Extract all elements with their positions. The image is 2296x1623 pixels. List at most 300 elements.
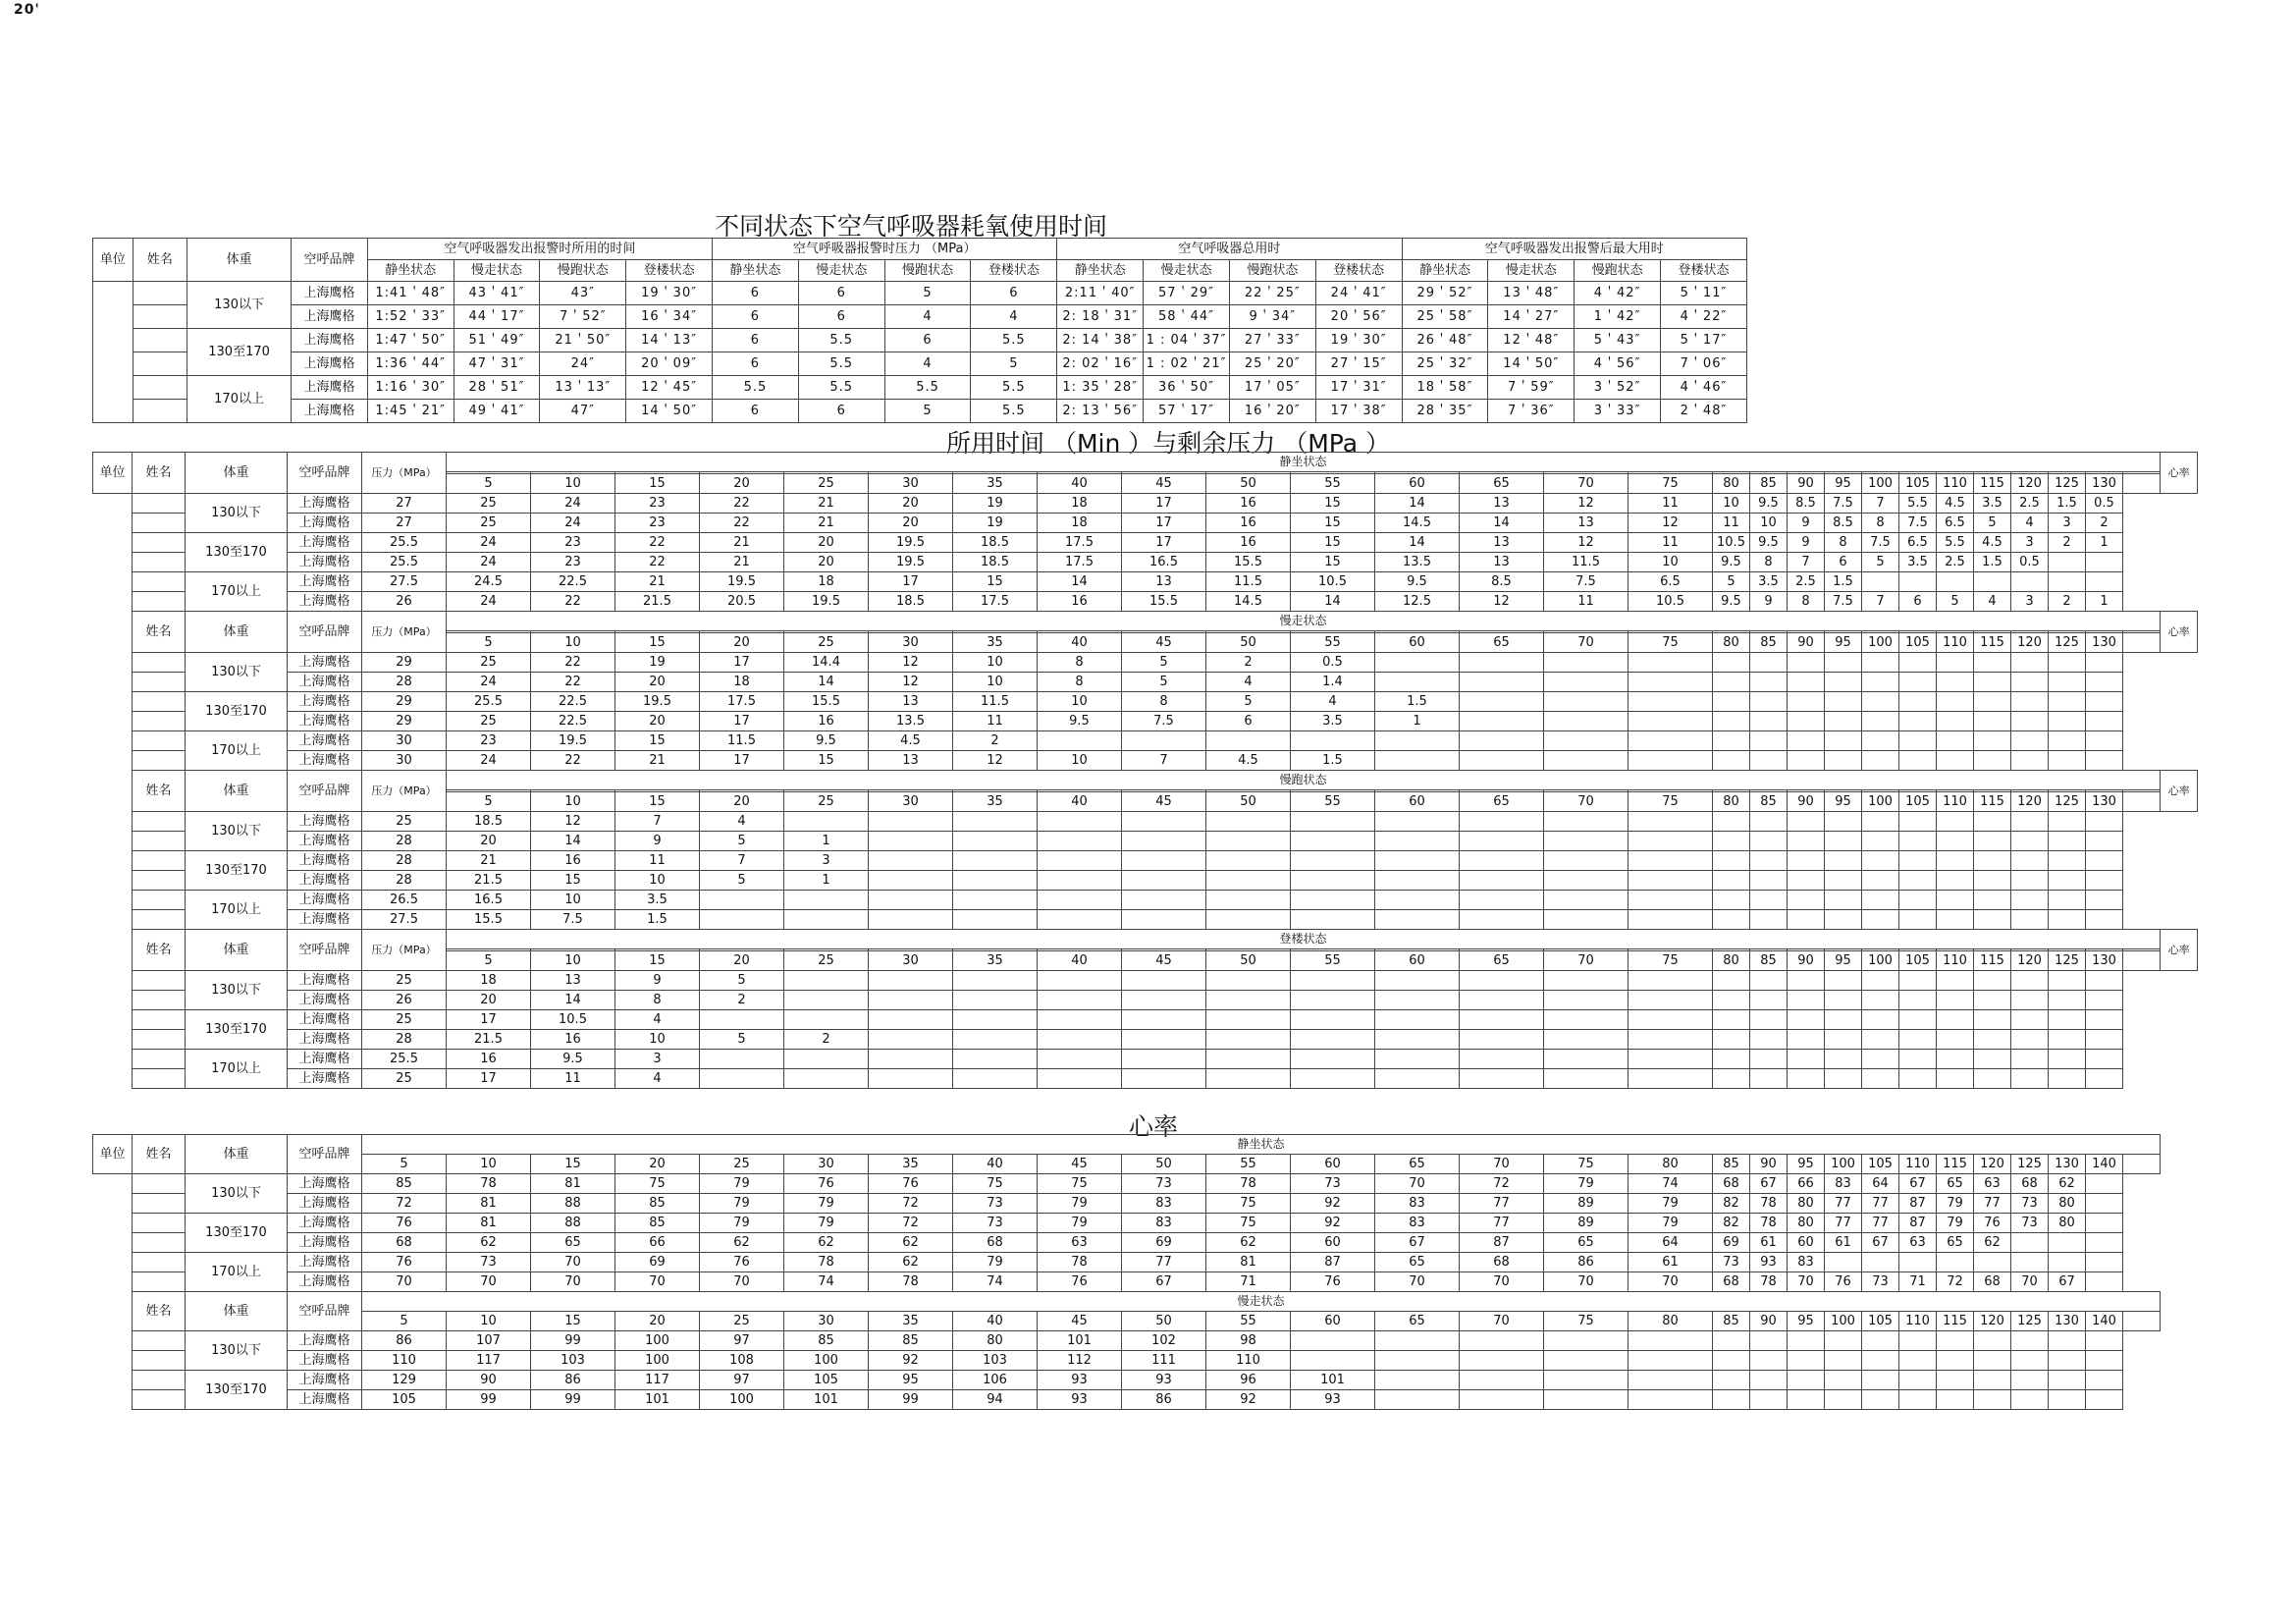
pressure-value [1974, 653, 2011, 673]
pressure-value [1825, 1069, 1862, 1089]
header-row [93, 1292, 2161, 1312]
pressure-value: 18.5 [869, 592, 953, 612]
pressure-value [1291, 731, 1375, 751]
pressure-value: 0.5 [2011, 553, 2049, 572]
pressure-value [1375, 673, 1460, 692]
time-col-header: 100 [1862, 474, 1899, 494]
pressure-value: 25 [447, 653, 531, 673]
time-col-header: 60 [1375, 951, 1460, 971]
pressure-value: 18 [700, 673, 784, 692]
pressure-value: 18 [1038, 494, 1122, 514]
brand-cell: 上海鹰格 [288, 1371, 362, 1390]
value-cell: 47″ [540, 400, 626, 423]
pressure-value: 15 [1291, 494, 1375, 514]
heart-rate-value [1750, 1371, 1788, 1390]
unit-spacer [93, 771, 133, 812]
pressure-value: 15 [1291, 553, 1375, 572]
pressure-value [1899, 692, 1937, 712]
pressure-value: 4 [1974, 592, 2011, 612]
pressure-value [1713, 692, 1750, 712]
name-cell [133, 533, 186, 553]
value-cell: 51＇49″ [454, 329, 540, 352]
heart-rate-value [1713, 1331, 1750, 1351]
brand-cell: 上海鹰格 [288, 553, 362, 572]
heart-rate-value: 70 [1375, 1174, 1460, 1194]
heart-rate-value [1825, 1351, 1862, 1371]
pressure-value: 19 [615, 653, 700, 673]
pressure-value [1206, 1010, 1291, 1030]
pressure-value [1862, 871, 1899, 891]
pressure-value [1899, 832, 1937, 851]
pressure-value: 2 [700, 991, 784, 1010]
heart-rate-value: 79 [1937, 1214, 1974, 1233]
table-row [93, 514, 2198, 533]
pressure-value: 25 [362, 812, 447, 832]
pressure-value [1460, 653, 1544, 673]
pressure-value [1899, 871, 1937, 891]
pressure-value: 9.5 [1750, 533, 1788, 553]
heart-rate-value [1750, 1351, 1788, 1371]
pressure-value: 13 [1122, 572, 1206, 592]
brand-header: 空呼品牌 [288, 1135, 362, 1174]
heart-rate-value: 64 [1629, 1233, 1713, 1253]
pressure-value: 25 [447, 494, 531, 514]
pressure-value [1825, 991, 1862, 1010]
heart-rate-value: 62 [447, 1233, 531, 1253]
value-cell: 2: 18＇31″ [1057, 305, 1144, 329]
pressure-value [1629, 871, 1713, 891]
pressure-value: 22.5 [531, 712, 615, 731]
pressure-value [953, 832, 1038, 851]
name-cell [133, 572, 186, 592]
heart-rate-value: 75 [1038, 1174, 1122, 1194]
pressure-value: 22 [700, 514, 784, 533]
heart-rate-value: 80 [2049, 1194, 2086, 1214]
state-header: 慢跑状态 [1229, 260, 1315, 282]
heart-rate-value [1862, 1371, 1899, 1390]
value-cell: 3＇52″ [1575, 376, 1661, 400]
name-cell [133, 1351, 186, 1371]
pressure-value: 11.5 [953, 692, 1038, 712]
heart-rate-value: 95 [869, 1371, 953, 1390]
pressure-value [1460, 910, 1544, 930]
pressure-value [1862, 971, 1899, 991]
pressure-value: 5 [700, 971, 784, 991]
pressure-value [700, 910, 784, 930]
pressure-value [1544, 871, 1629, 891]
heart-rate-value: 65 [1937, 1174, 1974, 1194]
value-cell: 17＇38″ [1315, 400, 1402, 423]
pressure-value: 5 [1862, 553, 1899, 572]
pressure-value [1206, 971, 1291, 991]
time-col-header: 105 [1899, 633, 1937, 653]
pressure-value: 1 [2086, 533, 2123, 553]
heart-rate-value [1937, 1253, 1974, 1272]
pressure-value: 16 [1206, 514, 1291, 533]
pressure-value: 14 [1038, 572, 1122, 592]
value-cell: 49＇41″ [454, 400, 540, 423]
time-col-header: 50 [1206, 474, 1291, 494]
value-cell: 27＇15″ [1315, 352, 1402, 376]
pressure-value: 22 [531, 653, 615, 673]
unit-header: 单位 [93, 1135, 133, 1174]
time-col-header: 5 [362, 1312, 447, 1331]
heart-rate-value: 73 [447, 1253, 531, 1272]
value-cell: 1 : 02＇21″ [1144, 352, 1230, 376]
pressure-value: 16 [531, 851, 615, 871]
time-col-header: 60 [1375, 792, 1460, 812]
value-cell: 14＇50″ [1488, 352, 1575, 376]
pressure-value [1750, 751, 1788, 771]
time-col-header: 5 [362, 1155, 447, 1174]
table-row [93, 352, 1747, 376]
heart-rate-value: 70 [700, 1272, 784, 1292]
state-header: 登楼状态 [1315, 260, 1402, 282]
time-col-header: 10 [447, 1155, 531, 1174]
pressure-value [1122, 1010, 1206, 1030]
pressure-value: 0.5 [1291, 653, 1375, 673]
heart-rate-value: 70 [531, 1253, 615, 1272]
table-row [93, 751, 2198, 771]
pressure-value [1937, 1010, 1974, 1030]
pressure-value [1544, 751, 1629, 771]
heart-rate-value: 76 [1038, 1272, 1122, 1292]
pressure-value [784, 1069, 869, 1089]
pressure-value: 25.5 [447, 692, 531, 712]
brand-cell: 上海鹰格 [288, 891, 362, 910]
pressure-value: 20 [784, 553, 869, 572]
time-col-header: 20 [615, 1312, 700, 1331]
pressure-value [1375, 991, 1460, 1010]
pressure-value [1974, 832, 2011, 851]
pressure-value [1206, 1050, 1291, 1069]
value-cell: 24＇41″ [1315, 282, 1402, 305]
value-cell: 6 [884, 329, 971, 352]
heart-rate-value: 77 [1825, 1194, 1862, 1214]
pressure-value: 15.5 [1206, 553, 1291, 572]
time-col-header: 55 [1291, 474, 1375, 494]
heart-rate-value: 78 [1750, 1214, 1788, 1233]
pressure-value: 23 [615, 514, 700, 533]
pressure-value: 5 [1974, 514, 2011, 533]
weight-cell: 130以下 [186, 653, 288, 692]
pressure-value: 3 [2049, 514, 2086, 533]
pressure-value: 8 [615, 991, 700, 1010]
pressure-value [1122, 812, 1206, 832]
heart-rate-value: 98 [1206, 1331, 1291, 1351]
time-col-header: 40 [1038, 474, 1122, 494]
pressure-value [2049, 851, 2086, 871]
heart-rate-value: 110 [1206, 1351, 1291, 1371]
table-row [93, 400, 1747, 423]
value-cell: 4 [884, 352, 971, 376]
pressure-value [1825, 751, 1862, 771]
value-cell: 43″ [540, 282, 626, 305]
pressure-value [1629, 851, 1713, 871]
pressure-value [869, 891, 953, 910]
pressure-value: 15.5 [447, 910, 531, 930]
value-cell: 6 [798, 282, 884, 305]
oxygen-usage-table [92, 238, 1747, 423]
pressure-value [2011, 971, 2049, 991]
pressure-value: 22 [531, 673, 615, 692]
pressure-value: 4.5 [1974, 533, 2011, 553]
value-cell: 3＇33″ [1575, 400, 1661, 423]
pressure-value [1974, 1069, 2011, 1089]
weight-cell: 170以上 [186, 731, 288, 771]
heart-rate-value: 76 [362, 1214, 447, 1233]
pressure-value: 2 [1206, 653, 1291, 673]
heart-rate-value: 101 [1038, 1331, 1122, 1351]
heart-rate-value: 61 [1629, 1253, 1713, 1272]
pressure-value: 18 [784, 572, 869, 592]
state-header: 慢跑状态 [540, 260, 626, 282]
pressure-value [1862, 1010, 1899, 1030]
time-col-header: 75 [1544, 1155, 1629, 1174]
pressure-value [1899, 1010, 1937, 1030]
time-col-header: 55 [1206, 1155, 1291, 1174]
time-col-header: 100 [1862, 951, 1899, 971]
heart-rate-value: 76 [784, 1174, 869, 1194]
name-cell [133, 712, 186, 731]
heart-rate-value: 79 [1038, 1194, 1122, 1214]
heart-rate-value: 62 [700, 1233, 784, 1253]
time-col-header: 120 [2011, 633, 2049, 653]
weight-cell: 170以上 [186, 572, 288, 612]
pressure-value [1206, 991, 1291, 1010]
pressure-value: 1 [1375, 712, 1460, 731]
pressure-value [784, 812, 869, 832]
pressure-value [2049, 1010, 2086, 1030]
weight-cell: 130以下 [186, 1331, 288, 1371]
name-cell [133, 329, 187, 352]
heart-rate-value [1825, 1253, 1862, 1272]
pressure-value [1825, 653, 1862, 673]
pressure-value: 24.5 [447, 572, 531, 592]
pressure-value [1629, 910, 1713, 930]
heart-rate-header: 心率 [2161, 612, 2198, 653]
time-col-header: 100 [1862, 792, 1899, 812]
pressure-value [1375, 910, 1460, 930]
state-header: 静坐状态 [1402, 260, 1488, 282]
brand-cell: 上海鹰格 [288, 871, 362, 891]
pressure-value [2086, 751, 2123, 771]
heart-rate-value: 78 [1206, 1174, 1291, 1194]
heart-rate-value [1629, 1331, 1713, 1351]
pressure-value: 5 [700, 1030, 784, 1050]
value-cell: 28＇51″ [454, 376, 540, 400]
heart-rate-value [1460, 1390, 1544, 1410]
heart-rate-value: 72 [869, 1214, 953, 1233]
pressure-value: 21 [447, 851, 531, 871]
pressure-value [1750, 1069, 1788, 1089]
pressure-value [1788, 991, 1825, 1010]
pressure-value: 19.5 [700, 572, 784, 592]
time-col-header: 5 [447, 474, 531, 494]
heart-rate-value: 77 [1862, 1194, 1899, 1214]
heart-rate-value: 93 [1291, 1390, 1375, 1410]
heart-rate-value: 70 [531, 1272, 615, 1292]
pressure-value [1375, 731, 1460, 751]
weight-header: 体重 [186, 453, 288, 494]
time-col-header: 95 [1788, 1312, 1825, 1331]
time-col-header: 50 [1206, 792, 1291, 812]
value-cell: 5.5 [884, 376, 971, 400]
unit-header: 单位 [93, 453, 133, 494]
heart-rate-value: 73 [953, 1214, 1038, 1233]
time-col-header: 85 [1713, 1312, 1750, 1331]
pressure-value [1937, 572, 1974, 592]
value-cell: 12＇48″ [1488, 329, 1575, 352]
name-cell [133, 1390, 186, 1410]
time-col-header: 25 [784, 792, 869, 812]
time-col-header: 45 [1038, 1312, 1122, 1331]
pressure-value [1544, 991, 1629, 1010]
brand-cell: 上海鹰格 [288, 494, 362, 514]
heart-rate-value: 68 [1460, 1253, 1544, 1272]
time-col-header: 10 [531, 792, 615, 812]
value-cell: 5.5 [713, 376, 799, 400]
pressure-value [1862, 751, 1899, 771]
name-cell [133, 692, 186, 712]
pressure-value [1713, 891, 1750, 910]
heart-rate-value: 89 [1544, 1194, 1629, 1214]
table-row [93, 712, 2198, 731]
pressure-value: 7.5 [1122, 712, 1206, 731]
heart-rate-value [2011, 1253, 2049, 1272]
pressure-value [1122, 1030, 1206, 1050]
time-col-header: 75 [1629, 633, 1713, 653]
pressure-value: 23 [447, 731, 531, 751]
pressure-value [869, 1050, 953, 1069]
value-cell: 16＇20″ [1229, 400, 1315, 423]
value-cell: 36＇50″ [1144, 376, 1230, 400]
pressure-value [1937, 712, 1974, 731]
pressure-value: 14 [1460, 514, 1544, 533]
pressure-value [1460, 673, 1544, 692]
time-col-header: 65 [1375, 1312, 1460, 1331]
name-cell [133, 553, 186, 572]
table-row [93, 812, 2198, 832]
time-col-header: 55 [1291, 792, 1375, 812]
pressure-value: 17.5 [953, 592, 1038, 612]
pressure-value: 10.5 [1713, 533, 1750, 553]
value-cell: 14＇27″ [1488, 305, 1575, 329]
table-row [93, 1351, 2161, 1371]
heart-rate-value: 83 [1122, 1194, 1206, 1214]
pressure-value: 18.5 [953, 533, 1038, 553]
heart-rate-value [2049, 1253, 2086, 1272]
pressure-value: 2 [2049, 592, 2086, 612]
pressure-value: 10 [1038, 692, 1122, 712]
pressure-value: 22 [615, 533, 700, 553]
name-cell [133, 514, 186, 533]
heart-rate-value [2086, 1214, 2123, 1233]
heart-rate-value [1544, 1351, 1629, 1371]
value-cell: 26＇48″ [1402, 329, 1488, 352]
heart-rate-value [2011, 1351, 2049, 1371]
table-row [93, 1371, 2161, 1390]
pressure-value: 24 [447, 592, 531, 612]
time-col-header [2123, 792, 2161, 812]
brand-cell: 上海鹰格 [288, 653, 362, 673]
heart-rate-value [1937, 1371, 1974, 1390]
name-header: 姓名 [133, 453, 186, 494]
pressure-value [1974, 673, 2011, 692]
pressure-header: 压力（MPa） [362, 612, 447, 653]
brand-header: 空呼品牌 [288, 453, 362, 494]
time-col-header: 105 [1899, 474, 1937, 494]
pressure-value [1291, 1010, 1375, 1030]
pressure-value [700, 1010, 784, 1030]
table-row [93, 305, 1747, 329]
pressure-value [1825, 731, 1862, 751]
value-cell: 7＇59″ [1488, 376, 1575, 400]
value-cell: 2: 02＇16″ [1057, 352, 1144, 376]
unit-cell [93, 812, 133, 930]
pressure-value: 20 [784, 533, 869, 553]
brand-header: 空呼品牌 [288, 771, 362, 812]
pressure-value [953, 871, 1038, 891]
heart-rate-value: 76 [362, 1253, 447, 1272]
pressure-value: 20 [615, 712, 700, 731]
pressure-value [784, 1050, 869, 1069]
table-row [93, 692, 2198, 712]
brand-cell: 上海鹰格 [288, 1351, 362, 1371]
pressure-value: 9.5 [1713, 592, 1750, 612]
pressure-value: 9.5 [1713, 553, 1750, 572]
heart-rate-header: 心率 [2161, 453, 2198, 494]
heart-rate-value: 61 [1750, 1233, 1788, 1253]
pressure-value [1937, 731, 1974, 751]
weight-cell: 130至170 [186, 1010, 288, 1050]
heart-rate-value: 102 [1122, 1331, 1206, 1351]
value-cell: 14＇50″ [626, 400, 713, 423]
value-cell: 19＇30″ [626, 282, 713, 305]
pressure-value [2011, 1069, 2049, 1089]
heart-rate-value: 100 [700, 1390, 784, 1410]
time-col-header: 85 [1750, 951, 1788, 971]
name-cell [133, 400, 187, 423]
pressure-value [2086, 1030, 2123, 1050]
time-col-header: 85 [1750, 474, 1788, 494]
pressure-value [1825, 832, 1862, 851]
pressure-value: 16 [531, 1030, 615, 1050]
value-cell: 18＇58″ [1402, 376, 1488, 400]
time-col-header: 105 [1862, 1312, 1899, 1331]
heart-rate-value: 63 [1038, 1233, 1122, 1253]
pressure-value [1629, 731, 1713, 751]
time-col-header: 95 [1788, 1155, 1825, 1174]
heart-rate-value: 79 [953, 1253, 1038, 1272]
pressure-value: 9 [615, 832, 700, 851]
pressure-value [1629, 991, 1713, 1010]
value-cell: 47＇31″ [454, 352, 540, 376]
name-cell [133, 673, 186, 692]
time-row [93, 1155, 2161, 1174]
heart-rate-value: 97 [700, 1331, 784, 1351]
heart-rate-value: 66 [615, 1233, 700, 1253]
name-cell [133, 832, 186, 851]
heart-rate-value: 83 [1375, 1214, 1460, 1233]
heart-rate-value [1713, 1351, 1750, 1371]
weight-cell: 130以下 [186, 971, 288, 1010]
pressure-value [953, 991, 1038, 1010]
heart-rate-value: 78 [784, 1253, 869, 1272]
time-col-header: 70 [1460, 1312, 1544, 1331]
pressure-value [1937, 991, 1974, 1010]
pressure-value: 1.5 [615, 910, 700, 930]
